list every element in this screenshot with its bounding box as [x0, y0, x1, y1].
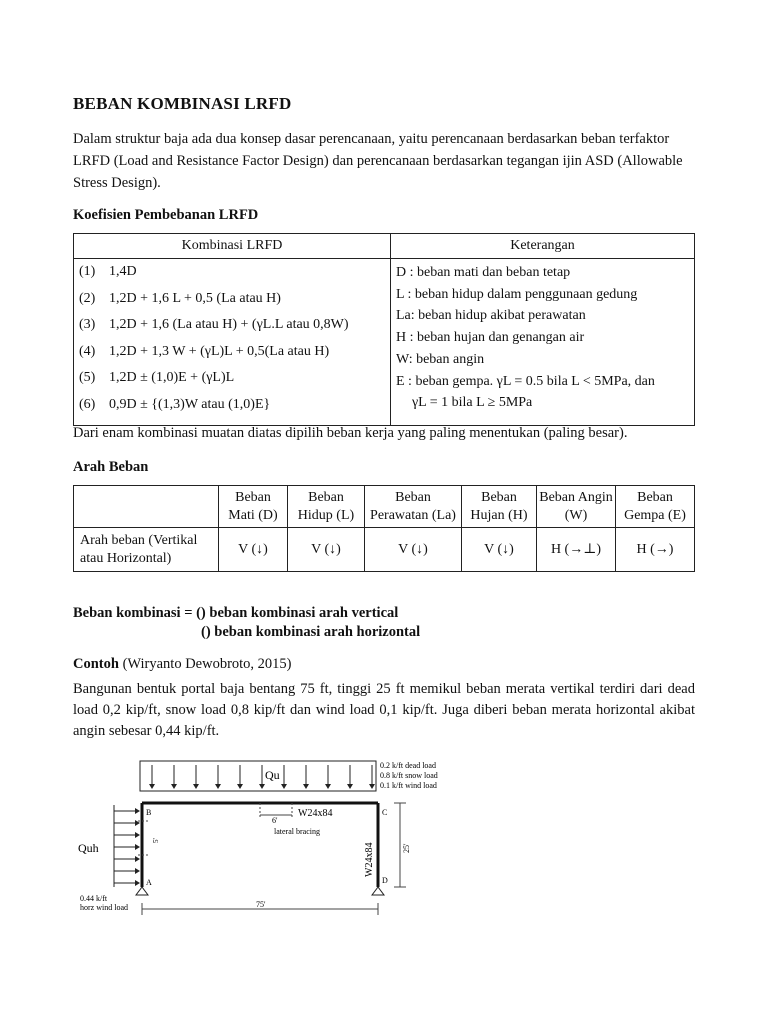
quh-label: Quh: [78, 841, 99, 855]
combo-row: (3) 1,2D + 1,6 (La atau H) + (γL.L atau 0,8W): [79, 317, 349, 333]
combo-row: (1) 1,4D: [79, 264, 137, 279]
table-header-angin: Beban Angin (W): [537, 486, 616, 528]
combo-row: (2) 1,2D + 1,6 L + 0,5 (La atau H): [79, 290, 281, 306]
load-arrows: [152, 765, 372, 787]
lateral-bracing-label: lateral bracing: [274, 827, 320, 836]
qu-label: Qu: [265, 768, 280, 782]
combo-row: (6) 0,9D ± {(1,3)W atau (1,0)E}: [79, 396, 271, 412]
kombinasi-line-horizontal: () beban kombinasi arah horizontal: [201, 624, 421, 640]
contoh-description: Bangunan bentuk portal baja bentang 75 ft, tinggi 25 ft memikul beban merata vertikal terdiri dari dead load 0,2 kip/ft, snow load 0,8 kip/ft dan wind load 0,1 kip/ft. Juga diberi beban merata horizontal akibat angin sebesar 0,44 kip/ft.: [73, 681, 695, 739]
support-a: [136, 887, 148, 895]
row-label: Arah beban (Vertikal atau Horizontal): [74, 528, 219, 572]
kombinasi-formula: [73, 604, 420, 642]
load-label-snow: 0.8 k/ft snow load: [380, 771, 438, 780]
intro-paragraph: Dalam struktur baja ada dua konsep dasar perencanaan, yaitu perencanaan berdasarkan beban terfaktor LRFD (Load and Resistance Factor Design) dan perencanaan berdasarkan tegangan ijin ASD (Allowable Stress Design).: [73, 131, 683, 191]
table-header-mati: Beban Mati (D): [219, 486, 288, 528]
wind-load-label-2: horz wind load: [80, 903, 128, 912]
keterangan-list: [391, 259, 695, 426]
kombinasi-line-vertical: Beban kombinasi = () beban kombinasi arah vertical: [73, 605, 399, 621]
combination-list: [74, 259, 391, 426]
table-header-kombinasi: Kombinasi LRFD: [74, 234, 391, 259]
keterangan-item: E : beban gempa. γL = 0.5 bila L < 5MPa, dan: [396, 373, 655, 389]
bracing-dimension-label: 6': [272, 816, 278, 825]
table-header-gempa: Beban Gempa (E): [616, 486, 695, 528]
beam-section-label: W24x84: [298, 808, 333, 819]
node-b: B: [146, 808, 152, 817]
load-direction-table: [73, 485, 695, 572]
page-title: BEBAN KOMBINASI LRFD: [73, 94, 292, 113]
combo-row: (4) 1,2D + 1,3 W + (γL)L + 0,5(La atau H): [79, 343, 330, 359]
keterangan-item: L : beban hidup dalam penggunaan gedung: [396, 286, 638, 302]
horizontal-load-arrowheads: [135, 808, 140, 886]
direction-cell: V (↓): [462, 528, 537, 572]
portal-frame-figure: [78, 757, 458, 922]
table-header-perawatan: Beban Perawatan (La): [365, 486, 462, 528]
contoh-heading: [73, 656, 292, 673]
combination-note: Dari enam kombinasi muatan diatas dipilih beban kerja yang paling menentukan (paling besar).: [73, 425, 628, 441]
lrfd-combination-table: [73, 233, 695, 426]
direction-cell: H (→⊥): [537, 528, 616, 572]
contoh-label: Contoh: [73, 656, 119, 672]
keterangan-item: γL = 1 bila L ≥ 5MPa: [412, 395, 533, 411]
table-header-hujan: Beban Hujan (H): [462, 486, 537, 528]
combo-row: (5) 1,2D ± (1,0)E + (γL)L: [79, 370, 235, 386]
keterangan-item: W: beban angin: [396, 351, 485, 367]
node-a: A: [146, 878, 152, 887]
column-section-label: W24x84: [364, 842, 375, 877]
table-header-empty: [74, 486, 219, 528]
direction-cell: V (↓): [219, 528, 288, 572]
support-d: [372, 887, 384, 895]
node-d: D: [382, 876, 388, 885]
horizontal-load-arrows: [114, 805, 138, 887]
table-header-keterangan: Keterangan: [391, 234, 695, 259]
keterangan-item: La: beban hidup akibat perawatan: [396, 308, 586, 324]
koefisien-heading: Koefisien Pembebanan LRFD: [73, 207, 259, 223]
contoh-ref: (Wiryanto Dewobroto, 2015): [122, 656, 292, 672]
direction-cell: V (↓): [365, 528, 462, 572]
node-c: C: [382, 808, 388, 817]
table-header-hidup: Beban Hidup (L): [288, 486, 365, 528]
load-label-dead: 0.2 k/ft dead load: [380, 761, 436, 770]
column-bracing-label: 5': [152, 838, 160, 843]
keterangan-item: D : beban mati dan beban tetap: [396, 265, 571, 280]
keterangan-item: H : beban hujan dan genangan air: [396, 330, 585, 346]
load-arrowheads: [149, 784, 375, 789]
direction-cell: H (→): [616, 528, 695, 572]
span-label: 75': [256, 900, 266, 909]
height-label: 25': [402, 843, 411, 853]
arah-beban-heading: Arah Beban: [73, 459, 149, 475]
load-label-wind: 0.1 k/ft wind load: [380, 781, 437, 790]
wind-load-label-1: 0.44 k/ft: [80, 894, 108, 903]
direction-cell: V (↓): [288, 528, 365, 572]
